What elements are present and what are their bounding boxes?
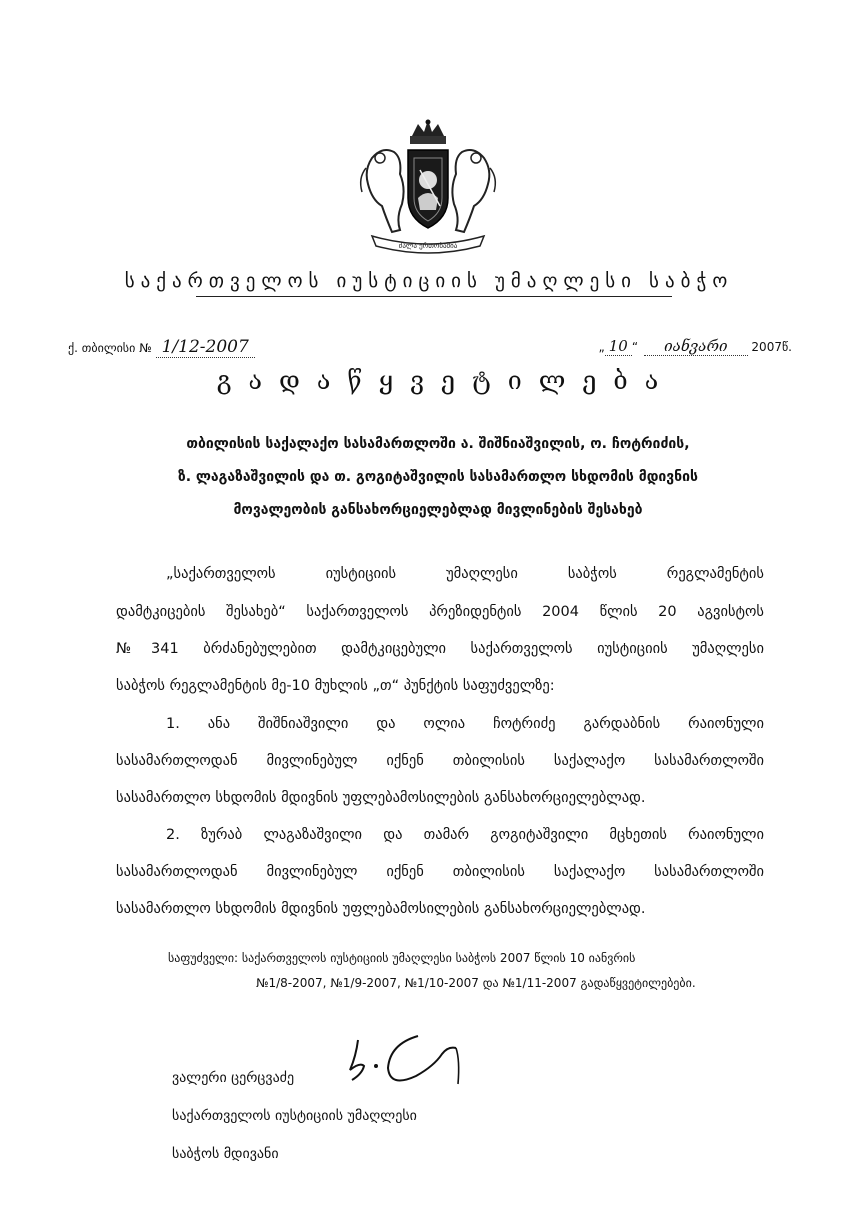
date-line: „ 10 “ იანვარი 2007წ. — [598, 337, 792, 355]
basis-line-2: №1/8-2007, №1/9-2007, №1/10-2007 და №1/11-2007 გადაწყვეტილებები. — [256, 976, 696, 990]
item2-line-2: სასამართლოდან მივლინებულ იქნენ თბილისის საქალაქო სასამართლოში — [116, 864, 764, 880]
reference-line — [68, 337, 255, 357]
signatory-position-line-1: საქართველოს იუსტიციის უმაღლესი — [172, 1108, 417, 1124]
signatory-name: ვალერი ცერცვაძე — [172, 1070, 295, 1086]
item1-line-1: 1. ანა შიშნიაშვილი და ოლია ჩოტრიძე გარდაბნის რაიონული — [166, 716, 764, 732]
intro-line-3: №341 ბრძანებულებით დამტკიცებული საქართველოს იუსტიციის უმაღლესი — [116, 641, 764, 657]
subtitle-line-2: ზ. ლაგაზაშვილის და თ. გოგიტაშვილის სასამართლო სხდომის მდივნის — [177, 469, 698, 485]
item2-line-1: 2. ზურაბ ლაგაზაშვილი და თამარ გოგიტაშვილი მცხეთის რაიონული — [166, 827, 764, 843]
basis-line-1: საფუძველი: საქართველოს იუსტიციის უმაღლესი საბჭოს 2007 წლის 10 იანვრის — [168, 951, 636, 965]
intro-line-4: საბჭოს რეგლამენტის მე-10 მუხლის „თ“ პუნქტის საფუძველზე: — [116, 678, 555, 694]
intro-line-1: „საქართველოს იუსტიციის უმაღლესი საბჭოს რეგლამენტის — [166, 566, 764, 582]
svg-text:ძალა ერთობაშია: ძალა ერთობაშია — [398, 242, 458, 250]
handwritten-signature-icon — [338, 1026, 468, 1096]
intro-line-2: დამტკიცების შესახებ“ საქართველოს პრეზიდენტის 2004 წლის 20 აგვისტოს — [116, 604, 764, 620]
item2-line-3: სასამართლო სხდომის მდივნის უფლებამოსილების განსახორციელებლად. — [116, 901, 646, 917]
reference-number: 1/12-2007 — [156, 337, 255, 358]
header-divider — [196, 296, 672, 297]
item1-line-3: სასამართლო სხდომის მდივნის უფლებამოსილების განსახორციელებლად. — [116, 790, 646, 806]
subtitle-line-1: თბილისის საქალაქო სასამართლოში ა. შიშნიაშვილის, ო. ჩოტრიძის, — [186, 436, 690, 452]
subtitle-line-3: მოვალეობის განსახორციელებლად მივლინების შესახებ — [233, 502, 643, 518]
council-name: საქართველოს იუსტიციის უმაღლესი საბჭო — [124, 270, 734, 292]
date-month: იანვარი — [644, 337, 748, 356]
signatory-position-line-2: საბჭოს მდივანი — [172, 1146, 279, 1162]
date-year: 2007წ. — [751, 340, 792, 354]
item1-line-2: სასამართლოდან მივლინებულ იქნენ თბილისის საქალაქო სასამართლოში — [116, 753, 764, 769]
document-title: გადაწყვეტილება — [216, 366, 676, 395]
reference-prefix: ქ. თბილისი № — [68, 341, 152, 355]
date-day: 10 — [605, 337, 632, 356]
coat-of-arms-icon — [352, 118, 504, 260]
